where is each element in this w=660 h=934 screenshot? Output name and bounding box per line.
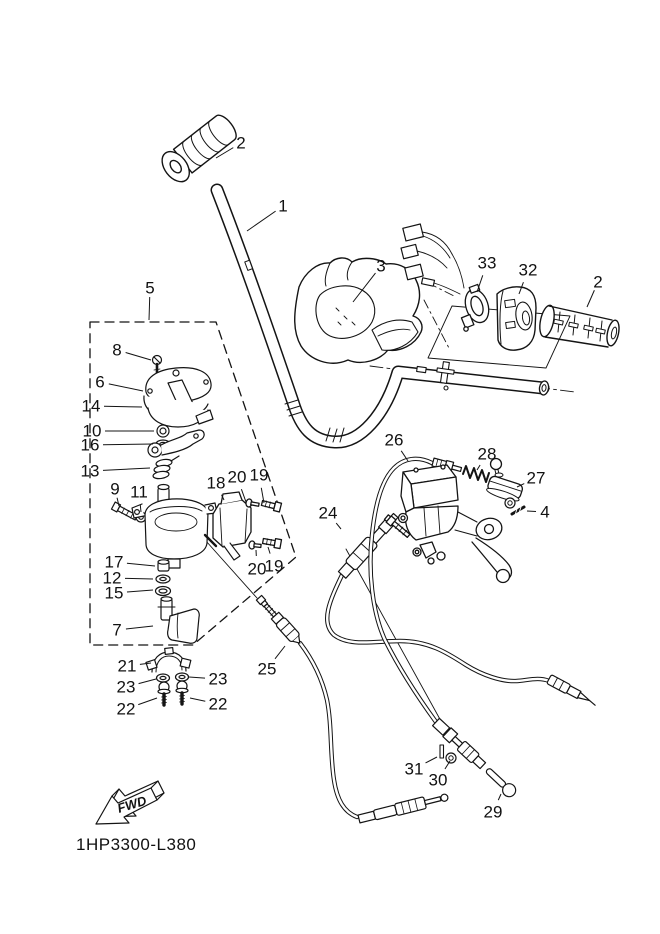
part-code: 1HP3300-L380 xyxy=(76,835,197,854)
nut-30 xyxy=(446,753,456,763)
callout-leader-5 xyxy=(149,297,150,320)
cable-24 xyxy=(327,511,598,708)
callout-leader-14 xyxy=(104,406,142,407)
left-grip xyxy=(157,110,242,187)
callout-label-23: 23 xyxy=(116,677,136,697)
callout-label-31: 31 xyxy=(404,759,424,779)
callout-label-17: 17 xyxy=(104,552,124,572)
pin-31 xyxy=(440,745,444,758)
callout-label-21: 21 xyxy=(117,656,137,676)
right-grip xyxy=(537,304,621,347)
callout-label-27: 27 xyxy=(526,468,546,488)
callout-leader-11 xyxy=(140,505,141,512)
callout-leader-23 xyxy=(189,677,205,678)
throttle-housing-18 xyxy=(213,492,282,560)
callout-label-4: 4 xyxy=(540,502,550,522)
callout-label-32: 32 xyxy=(518,260,538,280)
callout-label-20: 20 xyxy=(227,467,247,487)
callout-label-19: 19 xyxy=(249,465,269,485)
callout-label-20: 20 xyxy=(247,559,267,579)
callout-leader-4 xyxy=(527,511,536,512)
switch-housing-32 xyxy=(497,287,536,350)
callout-label-18: 18 xyxy=(206,473,226,493)
callout-leader-23 xyxy=(139,679,156,684)
callout-label-2: 2 xyxy=(593,272,603,292)
return-spring-28 xyxy=(463,466,489,482)
callout-label-16: 16 xyxy=(80,435,100,455)
callout-label-24: 24 xyxy=(318,503,338,523)
callout-leader-24 xyxy=(336,523,341,529)
callout-leader-17 xyxy=(127,563,155,566)
boot-27 xyxy=(486,459,524,504)
callout-leader-8 xyxy=(126,353,151,360)
handlebar-cover xyxy=(295,258,422,363)
callout-label-22: 22 xyxy=(208,694,228,714)
callout-label-14: 14 xyxy=(81,396,101,416)
cable-25 xyxy=(255,594,450,825)
callout-leader-12 xyxy=(125,578,153,579)
callout-leader-22 xyxy=(190,698,205,701)
callout-label-26: 26 xyxy=(384,430,404,450)
callout-label-9: 9 xyxy=(110,479,120,499)
callout-leader-25 xyxy=(275,646,285,659)
callout-label-1: 1 xyxy=(278,196,288,216)
callout-label-23: 23 xyxy=(208,669,228,689)
callout-label-33: 33 xyxy=(477,253,497,273)
brake-exploded-parts xyxy=(111,356,217,644)
callout-label-3: 3 xyxy=(376,256,386,276)
callout-label-8: 8 xyxy=(112,340,122,360)
callout-label-28: 28 xyxy=(477,444,497,464)
brake-lever xyxy=(472,538,511,583)
callout-leader-15 xyxy=(127,590,153,592)
callout-leader-16 xyxy=(103,444,153,445)
pin-4 xyxy=(512,507,524,515)
callout-leader-7 xyxy=(126,626,153,629)
clamp-and-bolts xyxy=(146,648,191,705)
washer xyxy=(505,498,515,508)
callout-leader-1 xyxy=(247,211,276,231)
callout-label-30: 30 xyxy=(428,770,448,790)
callout-label-11: 11 xyxy=(130,482,148,502)
callout-leader-6 xyxy=(109,384,143,391)
callout-label-10: 10 xyxy=(82,421,102,441)
callout-leader-19 xyxy=(268,547,270,554)
callout-leader-28 xyxy=(477,465,480,470)
callout-label-6: 6 xyxy=(95,372,105,392)
callout-label-2: 2 xyxy=(236,133,246,153)
fwd-label: FWD xyxy=(115,792,149,816)
callout-label-12: 12 xyxy=(102,568,122,588)
callout-label-19: 19 xyxy=(264,556,284,576)
callout-label-15: 15 xyxy=(104,583,124,603)
callout-label-25: 25 xyxy=(257,659,277,679)
callout-leader-31 xyxy=(426,757,437,763)
callout-label-29: 29 xyxy=(483,802,503,822)
callout-label-13: 13 xyxy=(80,461,100,481)
callout-label-22: 22 xyxy=(116,699,136,719)
callout-leader-29 xyxy=(498,794,501,800)
callout-leader-22 xyxy=(138,698,157,705)
callout-label-7: 7 xyxy=(112,620,122,640)
callout-leader-2 xyxy=(587,290,594,307)
callout-leader-13 xyxy=(103,468,150,470)
callout-label-5: 5 xyxy=(145,278,155,298)
